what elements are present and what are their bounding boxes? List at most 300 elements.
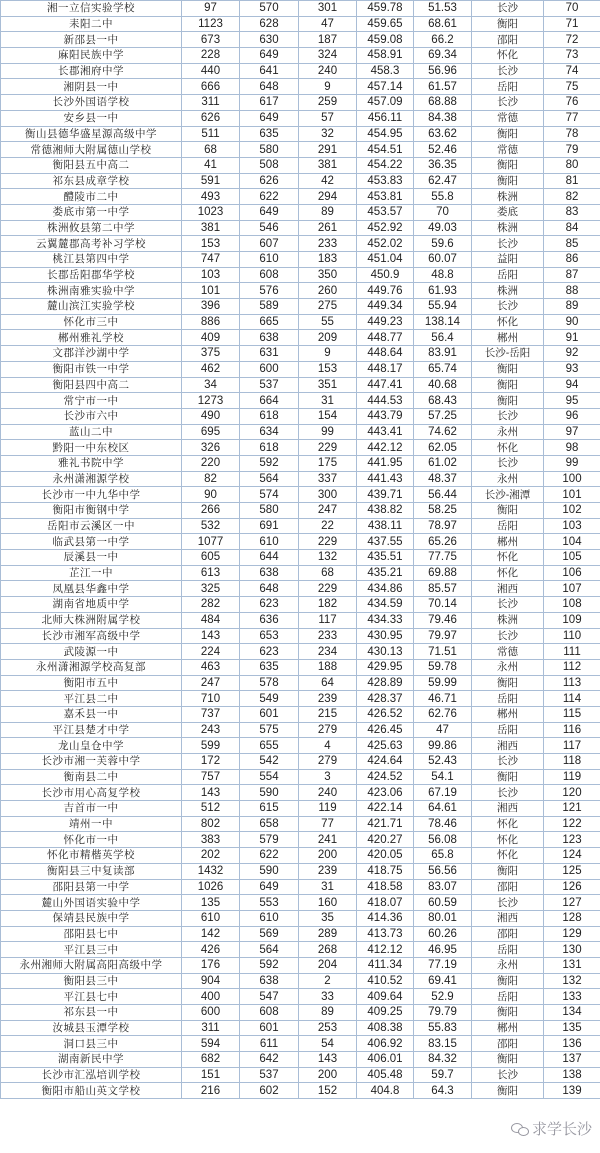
col-6-value-cell: 74.62 xyxy=(414,424,472,440)
table-row xyxy=(1,440,600,456)
table-row xyxy=(1,408,600,424)
col-4-value-cell: 381 xyxy=(299,157,357,173)
rank-cell: 101 xyxy=(544,487,600,503)
region-cell: 郴州 xyxy=(472,1020,544,1036)
col-3-value-cell: 607 xyxy=(240,236,299,252)
col-2-value-cell: 426 xyxy=(182,942,240,958)
rank-cell: 114 xyxy=(544,691,600,707)
region-cell: 衡阳 xyxy=(472,675,544,691)
table-row xyxy=(1,769,600,785)
region-cell: 怀化 xyxy=(472,48,544,64)
rank-cell: 130 xyxy=(544,942,600,958)
school-name-cell: 龙山皇仓中学 xyxy=(1,738,182,754)
average-score-cell: 439.71 xyxy=(357,487,414,503)
rank-cell: 122 xyxy=(544,816,600,832)
col-4-value-cell: 233 xyxy=(299,236,357,252)
col-3-value-cell: 617 xyxy=(240,95,299,111)
table-row xyxy=(1,942,600,958)
col-6-value-cell: 67.19 xyxy=(414,785,472,801)
region-cell: 衡阳 xyxy=(472,769,544,785)
table-row xyxy=(1,1083,600,1099)
col-2-value-cell: 599 xyxy=(182,738,240,754)
col-3-value-cell: 580 xyxy=(240,503,299,519)
col-2-value-cell: 97 xyxy=(182,1,240,17)
col-4-value-cell: 132 xyxy=(299,550,357,566)
average-score-cell: 434.59 xyxy=(357,597,414,613)
average-score-cell: 453.83 xyxy=(357,173,414,189)
rank-cell: 105 xyxy=(544,550,600,566)
region-cell: 郴州 xyxy=(472,534,544,550)
rank-cell: 96 xyxy=(544,408,600,424)
region-cell: 邵阳 xyxy=(472,879,544,895)
col-6-value-cell: 51.53 xyxy=(414,1,472,17)
col-4-value-cell: 35 xyxy=(299,910,357,926)
col-2-value-cell: 1123 xyxy=(182,16,240,32)
col-3-value-cell: 553 xyxy=(240,895,299,911)
average-score-cell: 404.8 xyxy=(357,1083,414,1099)
region-cell: 岳阳 xyxy=(472,267,544,283)
col-4-value-cell: 47 xyxy=(299,16,357,32)
table-row xyxy=(1,455,600,471)
col-6-value-cell: 56.96 xyxy=(414,63,472,79)
col-4-value-cell: 275 xyxy=(299,299,357,315)
table-row xyxy=(1,346,600,362)
col-6-value-cell: 84.38 xyxy=(414,110,472,126)
school-name-cell: 常宁市一中 xyxy=(1,393,182,409)
table-row xyxy=(1,895,600,911)
average-score-cell: 441.95 xyxy=(357,455,414,471)
school-name-cell: 凤凰县华鑫中学 xyxy=(1,581,182,597)
school-name-cell: 吉首市一中 xyxy=(1,801,182,817)
col-6-value-cell: 46.71 xyxy=(414,691,472,707)
col-6-value-cell: 56.44 xyxy=(414,487,472,503)
table-row xyxy=(1,1036,600,1052)
col-2-value-cell: 266 xyxy=(182,503,240,519)
col-6-value-cell: 70.14 xyxy=(414,597,472,613)
col-4-value-cell: 240 xyxy=(299,63,357,79)
col-2-value-cell: 143 xyxy=(182,785,240,801)
col-6-value-cell: 62.76 xyxy=(414,706,472,722)
school-name-cell: 长沙市湘军高级中学 xyxy=(1,628,182,644)
col-2-value-cell: 311 xyxy=(182,1020,240,1036)
col-2-value-cell: 462 xyxy=(182,361,240,377)
rank-cell: 79 xyxy=(544,142,600,158)
col-3-value-cell: 635 xyxy=(240,659,299,675)
rank-cell: 124 xyxy=(544,848,600,864)
col-3-value-cell: 589 xyxy=(240,299,299,315)
school-name-cell: 北师大株洲附属学校 xyxy=(1,612,182,628)
col-6-value-cell: 138.14 xyxy=(414,314,472,330)
school-name-cell: 长沙市一中九华中学 xyxy=(1,487,182,503)
col-4-value-cell: 200 xyxy=(299,1067,357,1083)
col-4-value-cell: 239 xyxy=(299,691,357,707)
col-2-value-cell: 325 xyxy=(182,581,240,597)
region-cell: 长沙 xyxy=(472,597,544,613)
region-cell: 岳阳 xyxy=(472,942,544,958)
col-2-value-cell: 594 xyxy=(182,1036,240,1052)
school-name-cell: 长沙市湘一芙蓉中学 xyxy=(1,754,182,770)
rank-cell: 78 xyxy=(544,126,600,142)
col-3-value-cell: 631 xyxy=(240,346,299,362)
table-row xyxy=(1,863,600,879)
col-3-value-cell: 623 xyxy=(240,597,299,613)
school-name-cell: 临武县第一中学 xyxy=(1,534,182,550)
table-row xyxy=(1,16,600,32)
col-6-value-cell: 83.07 xyxy=(414,879,472,895)
col-3-value-cell: 648 xyxy=(240,581,299,597)
col-3-value-cell: 574 xyxy=(240,487,299,503)
col-3-value-cell: 638 xyxy=(240,330,299,346)
school-name-cell: 保靖县民族中学 xyxy=(1,910,182,926)
col-6-value-cell: 56.56 xyxy=(414,863,472,879)
school-name-cell: 娄底市第一中学 xyxy=(1,204,182,220)
rank-cell: 135 xyxy=(544,1020,600,1036)
col-3-value-cell: 608 xyxy=(240,1005,299,1021)
rank-cell: 80 xyxy=(544,157,600,173)
col-4-value-cell: 143 xyxy=(299,1052,357,1068)
average-score-cell: 444.53 xyxy=(357,393,414,409)
region-cell: 娄底 xyxy=(472,204,544,220)
rank-cell: 94 xyxy=(544,377,600,393)
rank-cell: 134 xyxy=(544,1005,600,1021)
col-4-value-cell: 160 xyxy=(299,895,357,911)
school-name-cell: 平江县三中 xyxy=(1,942,182,958)
region-cell: 长沙-岳阳 xyxy=(472,346,544,362)
average-score-cell: 418.58 xyxy=(357,879,414,895)
table-row xyxy=(1,628,600,644)
average-score-cell: 430.13 xyxy=(357,644,414,660)
col-6-value-cell: 68.61 xyxy=(414,16,472,32)
col-3-value-cell: 649 xyxy=(240,204,299,220)
region-cell: 衡阳 xyxy=(472,503,544,519)
school-name-cell: 常德湘师大附属德山学校 xyxy=(1,142,182,158)
col-3-value-cell: 592 xyxy=(240,957,299,973)
table-row xyxy=(1,691,600,707)
region-cell: 长沙 xyxy=(472,299,544,315)
rank-cell: 90 xyxy=(544,314,600,330)
col-2-value-cell: 220 xyxy=(182,455,240,471)
school-name-cell: 邵阳县第一中学 xyxy=(1,879,182,895)
rank-cell: 132 xyxy=(544,973,600,989)
watermark xyxy=(511,1118,592,1139)
school-name-cell: 桃江县第四中学 xyxy=(1,252,182,268)
col-2-value-cell: 1432 xyxy=(182,863,240,879)
col-6-value-cell: 60.07 xyxy=(414,252,472,268)
col-2-value-cell: 591 xyxy=(182,173,240,189)
col-3-value-cell: 623 xyxy=(240,644,299,660)
average-score-cell: 429.95 xyxy=(357,659,414,675)
col-3-value-cell: 608 xyxy=(240,267,299,283)
col-4-value-cell: 200 xyxy=(299,848,357,864)
rank-cell: 83 xyxy=(544,204,600,220)
rank-cell: 133 xyxy=(544,989,600,1005)
region-cell: 衡阳 xyxy=(472,1052,544,1068)
school-name-cell: 麓山滨江实验学校 xyxy=(1,299,182,315)
rank-cell: 120 xyxy=(544,785,600,801)
col-3-value-cell: 602 xyxy=(240,1083,299,1099)
rank-cell: 131 xyxy=(544,957,600,973)
col-6-value-cell: 99.86 xyxy=(414,738,472,754)
region-cell: 湘西 xyxy=(472,738,544,754)
col-4-value-cell: 42 xyxy=(299,173,357,189)
table-row xyxy=(1,816,600,832)
col-4-value-cell: 68 xyxy=(299,565,357,581)
average-score-cell: 406.01 xyxy=(357,1052,414,1068)
col-3-value-cell: 580 xyxy=(240,142,299,158)
table-row xyxy=(1,503,600,519)
rank-cell: 76 xyxy=(544,95,600,111)
school-name-cell: 辰溪县一中 xyxy=(1,550,182,566)
col-4-value-cell: 229 xyxy=(299,581,357,597)
region-cell: 衡阳 xyxy=(472,863,544,879)
col-2-value-cell: 41 xyxy=(182,157,240,173)
col-3-value-cell: 549 xyxy=(240,691,299,707)
col-4-value-cell: 153 xyxy=(299,361,357,377)
col-3-value-cell: 564 xyxy=(240,942,299,958)
school-name-cell: 汝城县玉潭学校 xyxy=(1,1020,182,1036)
col-2-value-cell: 216 xyxy=(182,1083,240,1099)
col-2-value-cell: 673 xyxy=(182,32,240,48)
col-3-value-cell: 664 xyxy=(240,393,299,409)
average-score-cell: 450.9 xyxy=(357,267,414,283)
col-2-value-cell: 101 xyxy=(182,283,240,299)
school-name-cell: 怀化市一中 xyxy=(1,832,182,848)
col-2-value-cell: 176 xyxy=(182,957,240,973)
table-row xyxy=(1,283,600,299)
col-2-value-cell: 1273 xyxy=(182,393,240,409)
average-score-cell: 426.52 xyxy=(357,706,414,722)
col-4-value-cell: 187 xyxy=(299,32,357,48)
rank-cell: 106 xyxy=(544,565,600,581)
col-3-value-cell: 618 xyxy=(240,408,299,424)
col-4-value-cell: 4 xyxy=(299,738,357,754)
average-score-cell: 453.81 xyxy=(357,189,414,205)
col-3-value-cell: 570 xyxy=(240,1,299,17)
region-cell: 邵阳 xyxy=(472,1036,544,1052)
col-2-value-cell: 243 xyxy=(182,722,240,738)
school-name-cell: 嘉禾县一中 xyxy=(1,706,182,722)
average-score-cell: 409.25 xyxy=(357,1005,414,1021)
col-3-value-cell: 576 xyxy=(240,283,299,299)
average-score-cell: 411.34 xyxy=(357,957,414,973)
region-cell: 衡阳 xyxy=(472,361,544,377)
average-score-cell: 409.64 xyxy=(357,989,414,1005)
col-3-value-cell: 622 xyxy=(240,189,299,205)
average-score-cell: 420.27 xyxy=(357,832,414,848)
school-name-cell: 长沙市六中 xyxy=(1,408,182,424)
col-3-value-cell: 641 xyxy=(240,63,299,79)
col-3-value-cell: 601 xyxy=(240,1020,299,1036)
col-2-value-cell: 202 xyxy=(182,848,240,864)
col-6-value-cell: 79.46 xyxy=(414,612,472,628)
region-cell: 永州 xyxy=(472,659,544,675)
col-4-value-cell: 204 xyxy=(299,957,357,973)
table-row xyxy=(1,1052,600,1068)
school-name-cell: 永州湘师大附属高阳高级中学 xyxy=(1,957,182,973)
region-cell: 湘西 xyxy=(472,910,544,926)
col-4-value-cell: 300 xyxy=(299,487,357,503)
col-3-value-cell: 636 xyxy=(240,612,299,628)
col-4-value-cell: 119 xyxy=(299,801,357,817)
col-3-value-cell: 642 xyxy=(240,1052,299,1068)
col-3-value-cell: 618 xyxy=(240,440,299,456)
col-3-value-cell: 547 xyxy=(240,989,299,1005)
col-2-value-cell: 224 xyxy=(182,644,240,660)
region-cell: 永州 xyxy=(472,471,544,487)
col-6-value-cell: 47 xyxy=(414,722,472,738)
school-name-cell: 长郡湘府中学 xyxy=(1,63,182,79)
region-cell: 长沙 xyxy=(472,785,544,801)
rank-cell: 129 xyxy=(544,926,600,942)
col-3-value-cell: 554 xyxy=(240,769,299,785)
school-name-cell: 平江县七中 xyxy=(1,989,182,1005)
average-score-cell: 421.71 xyxy=(357,816,414,832)
col-3-value-cell: 578 xyxy=(240,675,299,691)
col-3-value-cell: 579 xyxy=(240,832,299,848)
school-name-cell: 株洲攸县第二中学 xyxy=(1,220,182,236)
region-cell: 长沙 xyxy=(472,754,544,770)
col-4-value-cell: 279 xyxy=(299,754,357,770)
region-cell: 怀化 xyxy=(472,816,544,832)
average-score-cell: 452.92 xyxy=(357,220,414,236)
col-4-value-cell: 182 xyxy=(299,597,357,613)
col-4-value-cell: 259 xyxy=(299,95,357,111)
region-cell: 益阳 xyxy=(472,252,544,268)
col-4-value-cell: 117 xyxy=(299,612,357,628)
col-4-value-cell: 99 xyxy=(299,424,357,440)
region-cell: 岳阳 xyxy=(472,79,544,95)
table-row xyxy=(1,95,600,111)
region-cell: 长沙 xyxy=(472,455,544,471)
col-4-value-cell: 55 xyxy=(299,314,357,330)
school-name-cell: 黔阳一中东校区 xyxy=(1,440,182,456)
rank-cell: 75 xyxy=(544,79,600,95)
col-3-value-cell: 691 xyxy=(240,518,299,534)
table-row xyxy=(1,142,600,158)
col-4-value-cell: 234 xyxy=(299,644,357,660)
col-2-value-cell: 605 xyxy=(182,550,240,566)
school-name-cell: 芷江一中 xyxy=(1,565,182,581)
col-2-value-cell: 440 xyxy=(182,63,240,79)
region-cell: 岳阳 xyxy=(472,722,544,738)
col-2-value-cell: 682 xyxy=(182,1052,240,1068)
col-4-value-cell: 289 xyxy=(299,926,357,942)
col-2-value-cell: 490 xyxy=(182,408,240,424)
col-3-value-cell: 590 xyxy=(240,863,299,879)
region-cell: 怀化 xyxy=(472,565,544,581)
col-2-value-cell: 103 xyxy=(182,267,240,283)
region-cell: 邵阳 xyxy=(472,926,544,942)
average-score-cell: 456.11 xyxy=(357,110,414,126)
average-score-cell: 449.76 xyxy=(357,283,414,299)
col-4-value-cell: 241 xyxy=(299,832,357,848)
col-2-value-cell: 90 xyxy=(182,487,240,503)
average-score-cell: 412.12 xyxy=(357,942,414,958)
table-row xyxy=(1,471,600,487)
school-name-cell: 文郡洋沙湖中学 xyxy=(1,346,182,362)
school-name-cell: 永州潇湘源学校 xyxy=(1,471,182,487)
table-row xyxy=(1,173,600,189)
rank-cell: 123 xyxy=(544,832,600,848)
col-3-value-cell: 610 xyxy=(240,252,299,268)
col-4-value-cell: 229 xyxy=(299,440,357,456)
region-cell: 株洲 xyxy=(472,283,544,299)
rank-cell: 136 xyxy=(544,1036,600,1052)
school-name-cell: 衡阳县四中高二 xyxy=(1,377,182,393)
col-2-value-cell: 1023 xyxy=(182,204,240,220)
average-score-cell: 428.89 xyxy=(357,675,414,691)
col-6-value-cell: 48.37 xyxy=(414,471,472,487)
col-4-value-cell: 89 xyxy=(299,204,357,220)
rank-cell: 100 xyxy=(544,471,600,487)
school-name-cell: 邵阳县七中 xyxy=(1,926,182,942)
school-name-cell: 衡阳县三中复读部 xyxy=(1,863,182,879)
school-name-cell: 安乡县一中 xyxy=(1,110,182,126)
table-row xyxy=(1,314,600,330)
col-4-value-cell: 209 xyxy=(299,330,357,346)
rank-cell: 89 xyxy=(544,299,600,315)
col-6-value-cell: 65.26 xyxy=(414,534,472,550)
table-row xyxy=(1,675,600,691)
rank-cell: 128 xyxy=(544,910,600,926)
col-3-value-cell: 590 xyxy=(240,785,299,801)
table-body xyxy=(1,1,600,1099)
rank-cell: 138 xyxy=(544,1067,600,1083)
table-row xyxy=(1,550,600,566)
col-4-value-cell: 324 xyxy=(299,48,357,64)
region-cell: 长沙 xyxy=(472,628,544,644)
col-6-value-cell: 40.68 xyxy=(414,377,472,393)
col-4-value-cell: 31 xyxy=(299,393,357,409)
col-6-value-cell: 65.74 xyxy=(414,361,472,377)
col-4-value-cell: 294 xyxy=(299,189,357,205)
school-name-cell: 蓝山二中 xyxy=(1,424,182,440)
col-2-value-cell: 463 xyxy=(182,659,240,675)
region-cell: 郴州 xyxy=(472,706,544,722)
region-cell: 怀化 xyxy=(472,832,544,848)
average-score-cell: 449.23 xyxy=(357,314,414,330)
average-score-cell: 410.52 xyxy=(357,973,414,989)
col-2-value-cell: 532 xyxy=(182,518,240,534)
rank-cell: 107 xyxy=(544,581,600,597)
school-name-cell: 平江县二中 xyxy=(1,691,182,707)
average-score-cell: 418.07 xyxy=(357,895,414,911)
rank-cell: 119 xyxy=(544,769,600,785)
col-6-value-cell: 78.97 xyxy=(414,518,472,534)
col-6-value-cell: 62.47 xyxy=(414,173,472,189)
average-score-cell: 430.95 xyxy=(357,628,414,644)
school-name-cell: 长沙市汇泓培训学校 xyxy=(1,1067,182,1083)
region-cell: 怀化 xyxy=(472,550,544,566)
region-cell: 岳阳 xyxy=(472,691,544,707)
col-2-value-cell: 511 xyxy=(182,126,240,142)
table-row xyxy=(1,926,600,942)
col-6-value-cell: 56.4 xyxy=(414,330,472,346)
col-4-value-cell: 3 xyxy=(299,769,357,785)
watermark-text: 求学长沙 xyxy=(531,1120,592,1138)
school-name-cell: 云翼麓郡高考补习学校 xyxy=(1,236,182,252)
col-6-value-cell: 64.3 xyxy=(414,1083,472,1099)
col-3-value-cell: 648 xyxy=(240,79,299,95)
school-name-cell: 新邵县一中 xyxy=(1,32,182,48)
table-row xyxy=(1,236,600,252)
col-3-value-cell: 622 xyxy=(240,848,299,864)
col-2-value-cell: 886 xyxy=(182,314,240,330)
average-score-cell: 448.64 xyxy=(357,346,414,362)
col-4-value-cell: 261 xyxy=(299,220,357,236)
col-6-value-cell: 84.32 xyxy=(414,1052,472,1068)
col-2-value-cell: 512 xyxy=(182,801,240,817)
